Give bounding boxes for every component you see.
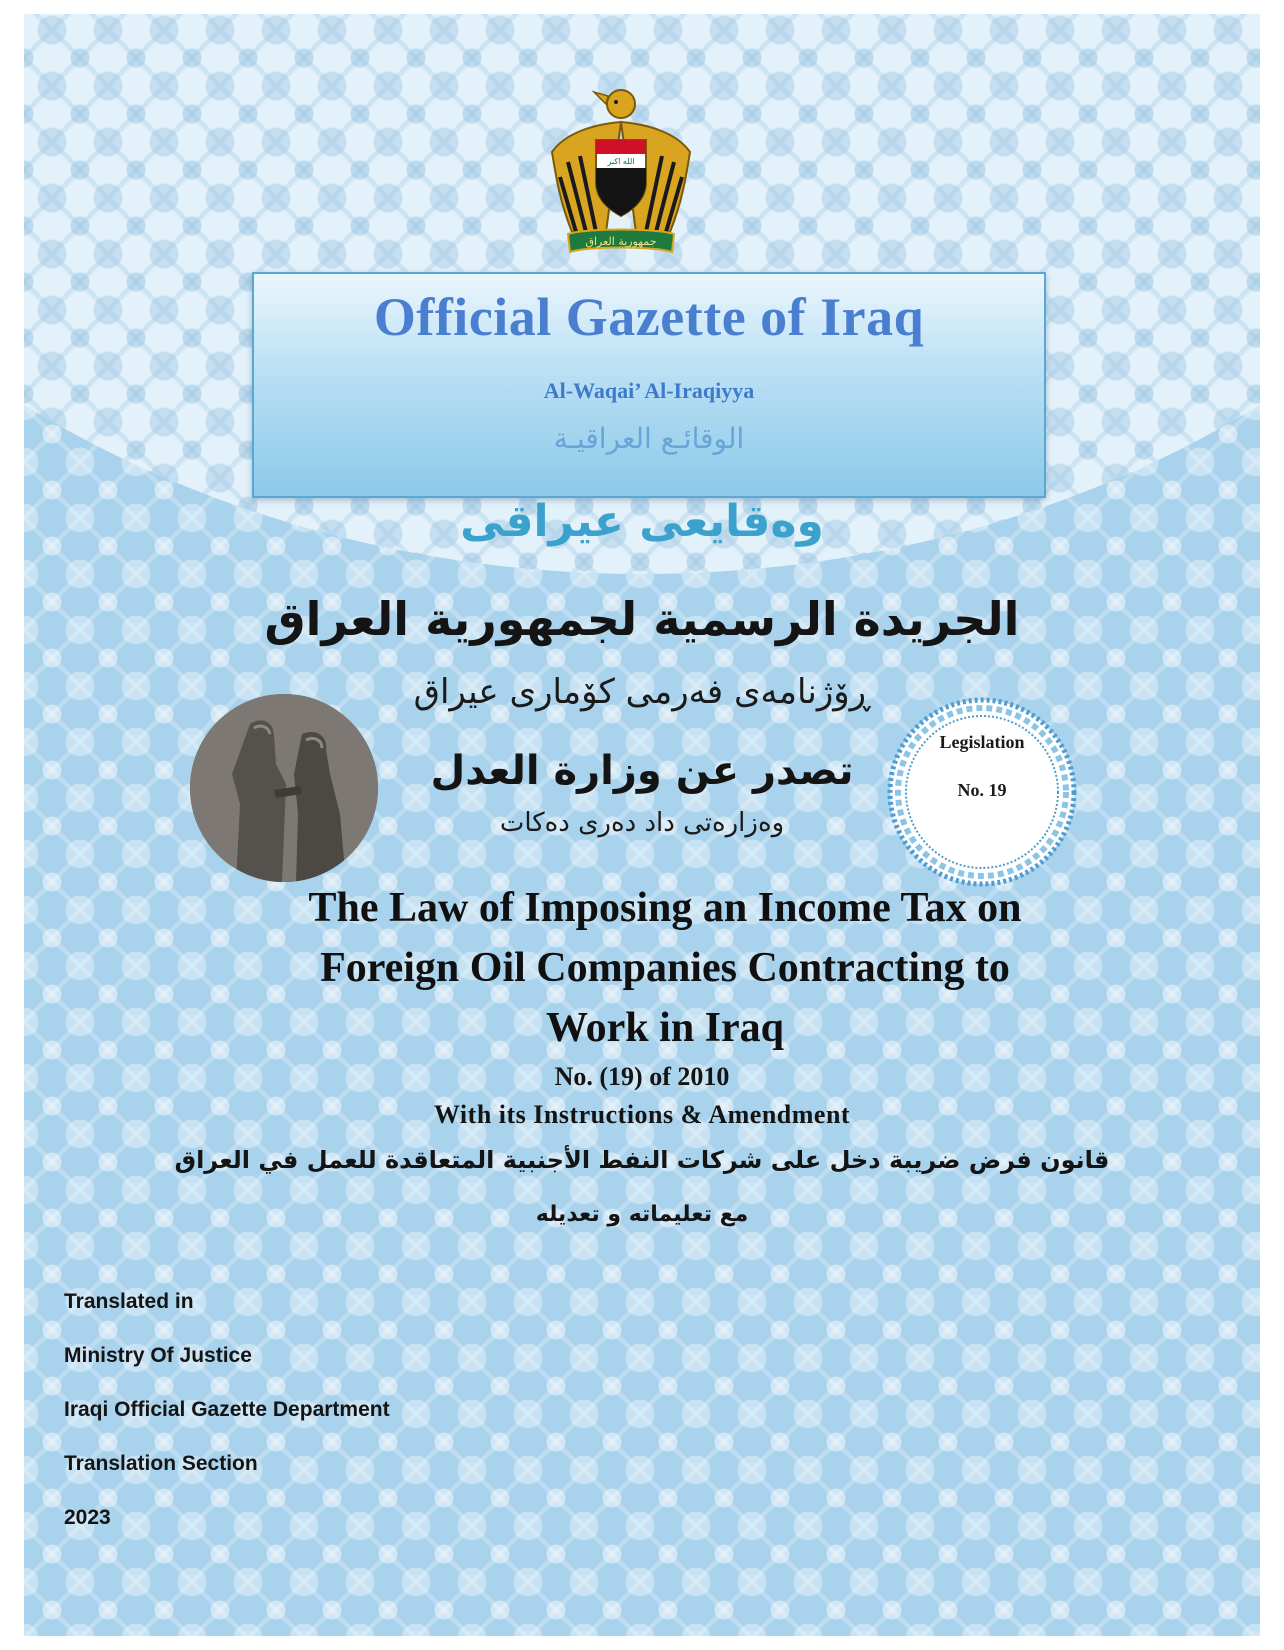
emblem-motto: الله اكبر: [607, 157, 635, 166]
kurdish-ministry-line: وەزارەتی داد دەری دەکات: [499, 808, 785, 838]
seal-number-label: No. 19: [957, 780, 1007, 800]
arabic-official-title: الجريدة الرسمية لجمهورية العراق: [264, 592, 1020, 646]
iraq-emblem-icon: [546, 82, 696, 262]
arabic-law-title: قانون فرض ضريبة دخل على شركات النفط الأجنبية المتعاقدة للعمل في العراق: [174, 1146, 1110, 1174]
footer-department: Iraqi Official Gazette Department: [64, 1398, 390, 1421]
law-title-line: The Law of Imposing an Income Tax on: [308, 885, 1022, 931]
arabic-ministry-line: تصدر عن وزارة العدل: [430, 748, 854, 794]
kurdish-official-title: ڕۆژنامەی فەرمی کۆماری عیراق: [413, 672, 871, 712]
law-title: [200, 878, 1130, 1058]
hammurabi-stele-image: [190, 694, 378, 882]
stele-relief-icon: [190, 694, 378, 882]
footer-ministry: Ministry Of Justice: [64, 1344, 252, 1367]
emblem-banner-text: جمهورية العراق: [585, 235, 657, 248]
footer-section: Translation Section: [64, 1452, 258, 1475]
gazette-arabic-name: الوقائـع العراقيـة: [553, 422, 745, 455]
footer-year: 2023: [64, 1506, 111, 1529]
title-box: [252, 272, 1046, 498]
law-instructions: With its Instructions & Amendment: [433, 1100, 851, 1129]
gazette-title: Official Gazette of Iraq: [373, 287, 925, 347]
gazette-subtitle: Al-Waqai’ Al-Iraqiyya: [543, 378, 755, 403]
footer-translated-in: Translated in: [64, 1290, 194, 1313]
law-number: No. (19) of 2010: [554, 1062, 730, 1091]
law-title-line: Work in Iraq: [545, 1005, 785, 1051]
gazette-kurdish-name: وەقايعی عيراقی: [460, 496, 824, 547]
arabic-law-instructions: مع تعليماته و تعديله: [535, 1202, 749, 1227]
law-title-line: Foreign Oil Companies Contracting to: [320, 945, 1010, 991]
seal-legislation-label: Legislation: [939, 732, 1025, 752]
